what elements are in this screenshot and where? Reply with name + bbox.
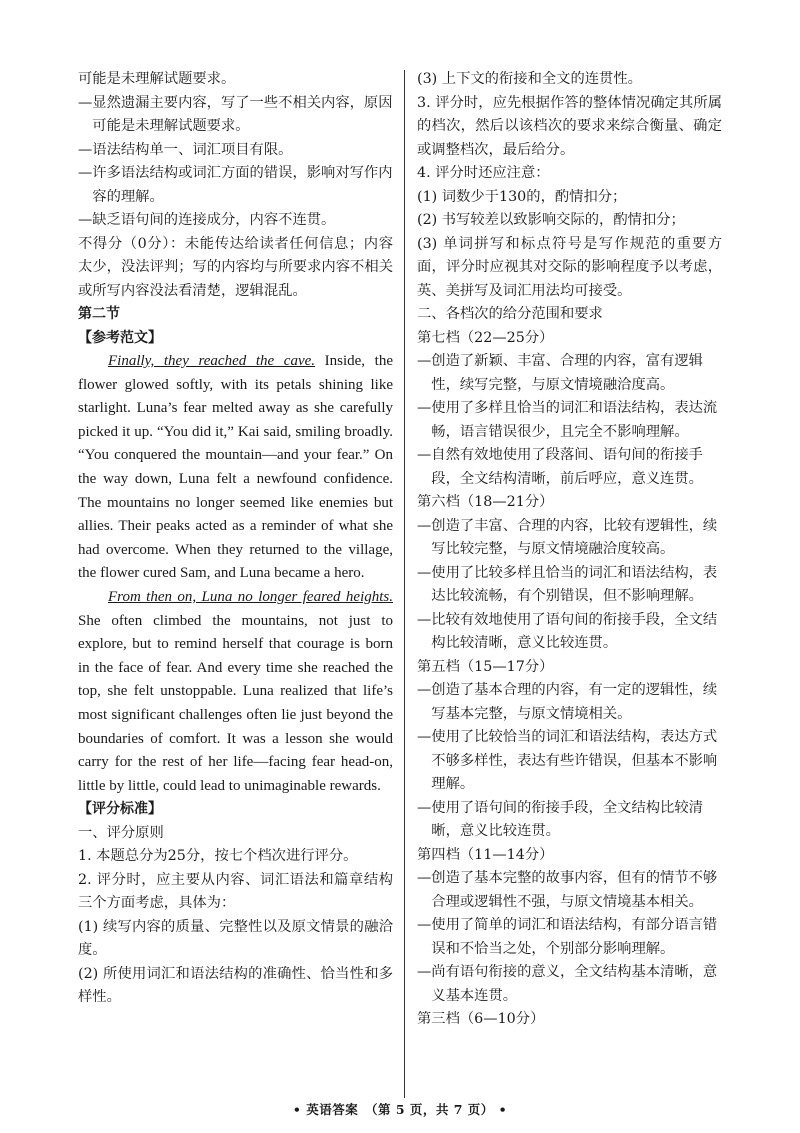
level-4-item: —使用了简单的词汇和语法结构，有部分语言错误和不恰当之处，个别部分影响理解。 <box>417 917 718 957</box>
fail-line-4: —缺乏语句间的连接成分，内容不连贯。 <box>78 212 336 228</box>
level-6-item: —比较有效地使用了语句间的衔接手段，全文结构比较清晰，意义比较连贯。 <box>417 611 718 651</box>
fail-line-2: —语法结构单一、词汇项目有限。 <box>78 141 293 158</box>
page-footer: • 英语答案 （第 5 页，共 7 页） • <box>292 1102 508 1117</box>
principle-cont-2: 4. 评分时还应注意： <box>417 165 550 181</box>
principle-title: 一、评分原则 <box>78 824 164 841</box>
criteria-label: 【评分标准】 <box>78 801 162 818</box>
left-column <box>78 68 393 1010</box>
level-5-item: —使用了比较恰当的词汇和语法结构，表达方式不够多样性，表达有些许错误，但基本不影响理解。 <box>417 729 718 792</box>
zero-score-text: 不得分（0分）：未能传达给读者任何信息；内容太少，没法评判；写的内容均与所要求内容不相关或所写内容没法看清楚，逻辑混乱。 <box>78 235 393 299</box>
level-4-item: —创造了基本完整的故事内容，但有的情节不够合理或逻辑性不强，与原文情境基本相关。 <box>417 870 718 910</box>
fail-line-0: 可能是未理解试题要求。 <box>78 71 236 87</box>
principle-item-0: 1. 本题总分为25分，按七个档次进行评分。 <box>78 848 358 865</box>
fail-line-1: —显然遗漏主要内容，写了一些不相关内容，原因可能是未理解试题要求。 <box>78 94 393 134</box>
essay-p1-lead: Finally, they reached the cave. <box>108 353 316 369</box>
level-6-title: 第六档（18—21分） <box>417 494 554 510</box>
range-title: 二、各档次的给分范围和要求 <box>417 306 603 322</box>
principle-item-3: (2) 所使用词汇和语法结构的准确性、恰当性和多样性。 <box>78 965 393 1006</box>
essay-paragraph-1 <box>78 350 393 586</box>
level-6-item: —创造了丰富、合理的内容，比较有逻辑性，续写比较完整，与原文情境融洽度较高。 <box>417 517 718 557</box>
principle-item-2: (1) 续写内容的质量、完整性以及原文情景的融洽度。 <box>78 918 393 959</box>
reference-essay-label: 【参考范文】 <box>78 329 162 346</box>
essay-p2-lead: From then on, Luna no longer feared heights. <box>108 588 393 605</box>
right-column <box>417 68 722 1032</box>
principle-cont-3: (1) 词数少于130的，酌情扣分； <box>417 188 627 205</box>
reference-essay <box>78 350 393 798</box>
level-5-title: 第五档（15—17分） <box>417 658 554 675</box>
principle-cont-5: (3) 单词拼写和标点符号是写作规范的重要方面，评分时应视其对交际的影响程度予以考虑，英、美拼写及词汇用法均可接受。 <box>417 235 722 299</box>
level-5-item: —使用了语句间的衔接手段，全文结构比较清晰，意义比较连贯。 <box>417 799 703 839</box>
principle-cont-0: (3) 上下文的衔接和全文的连贯性。 <box>417 71 642 87</box>
level-6-item: —使用了比较多样且恰当的词汇和语法结构，表达比较流畅，有个别错误，但不影响理解。 <box>417 564 718 604</box>
principle-cont-1: 3. 评分时，应先根据作答的整体情况确定其所属的档次，然后以该档次的要求来综合衡量、确定或调整档次，最后给分。 <box>417 94 722 158</box>
level-4-title: 第四档（11—14分） <box>417 846 554 863</box>
level-7-item: —自然有效地使用了段落间、语句间的衔接手段，全文结构清晰，前后呼应，意义连贯。 <box>417 447 703 487</box>
essay-paragraph-2 <box>78 586 393 798</box>
level-5-item: —创造了基本合理的内容，有一定的逻辑性，续写基本完整，与原文情境相关。 <box>417 682 718 722</box>
fail-line-3: —许多语法结构或词汇方面的错误，影响对写作内容的理解。 <box>78 165 393 205</box>
level-7-item: —使用了多样且恰当的词汇和语法结构，表达流畅，语言错误很少，且完全不影响理解。 <box>417 400 718 440</box>
level-4-item: —尚有语句衔接的意义，全文结构基本清晰，意义基本连贯。 <box>417 964 718 1004</box>
level-7-title: 第七档（22—25分） <box>417 329 554 346</box>
level-7-item: —创造了新颖、丰富、合理的内容，富有逻辑性，续写完整，与原文情境融洽度高。 <box>417 353 703 393</box>
principle-cont-4: (2) 书写较差以致影响交际的，酌情扣分； <box>417 212 685 228</box>
essay-p2-body: She often climbed the mountains, not just to explore, but to remind herself that courage is born in the face of fear. And every time she reached the top, she felt unstoppable. Luna realized that life’s most significant challenges often lie just beyond the boundaries of comfort. It was a lesson she would carry for the rest of her life—facing fear head-on, little by little, could lead to unimaginable rewards. <box>78 612 393 794</box>
level-3-title: 第三档（6—10分） <box>417 1011 545 1027</box>
essay-p1-body: Inside, the flower glowed softly, with its petals shining like starlight. Luna’s fear melted away as she carefully picked it up. “You did it,” Kai said, smiling broadly. “You conquered the mountain—and your fear.” On the way down, Luna felt a newfound confidence. The mountains no longer seemed like enemies but allies. Their peaks acted as a reminder of what she had overcome. When they returned to the village, the flower cured Sam, and Luna became a hero. <box>78 353 394 582</box>
column-divider <box>404 70 405 1098</box>
principle-item-1: 2. 评分时，应主要从内容、词汇语法和篇章结构三个方面考虑，具体为： <box>78 871 393 912</box>
section-two-title: 第二节 <box>78 306 120 322</box>
